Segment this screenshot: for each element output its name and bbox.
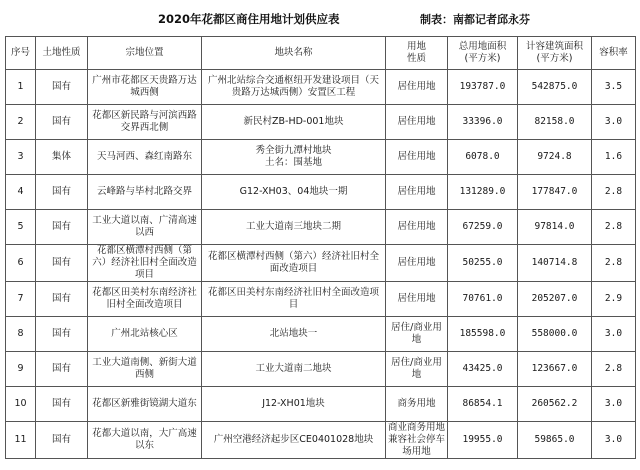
land-use-cell: 商业商务用地兼容社会停车场用地 — [386, 422, 448, 459]
site-location-cell: 花都区新民路与河滨西路交界西北侧 — [88, 105, 202, 140]
table-row — [6, 210, 636, 245]
column-header: 总用地面积 (平方米) — [448, 37, 518, 70]
land-nature-cell: 国有 — [36, 175, 88, 210]
row-number-cell: 9 — [6, 352, 36, 387]
total-area-cell: 185598.0 — [448, 317, 518, 352]
row-number-cell: 6 — [6, 245, 36, 282]
floor-area-cell: 140714.8 — [518, 245, 592, 282]
row-number-cell: 7 — [6, 282, 36, 317]
floor-area-cell: 9724.8 — [518, 140, 592, 175]
table-row — [6, 105, 636, 140]
table-header-row — [6, 37, 636, 70]
table-credit: 制表：南都记者邱永芬 — [420, 13, 530, 26]
site-location-cell: 花都区新雅街镜湖大道东 — [88, 387, 202, 422]
site-location-cell: 工业大道南侧、新街大道西侧 — [88, 352, 202, 387]
site-location-cell: 云峰路与毕村北路交界 — [88, 175, 202, 210]
column-header: 序号 — [6, 37, 36, 70]
table-row — [6, 140, 636, 175]
table-row — [6, 70, 636, 105]
floor-area-cell: 59865.0 — [518, 422, 592, 459]
plot-ratio-cell: 2.8 — [592, 210, 636, 245]
plot-ratio-cell: 2.8 — [592, 352, 636, 387]
land-use-cell: 居住用地 — [386, 245, 448, 282]
land-use-cell: 居住/商业用地 — [386, 317, 448, 352]
table-title: 2020年花都区商住用地计划供应表 — [158, 12, 340, 26]
plot-ratio-cell: 3.0 — [592, 422, 636, 459]
land-use-cell: 居住用地 — [386, 140, 448, 175]
land-nature-cell: 国有 — [36, 317, 88, 352]
plot-name-cell: J12-XH01地块 — [202, 387, 386, 422]
land-nature-cell: 国有 — [36, 387, 88, 422]
site-location-cell: 工业大道以南、广清高速以西 — [88, 210, 202, 245]
site-location-cell: 花都区田美村东南经济社旧村全面改造项目 — [88, 282, 202, 317]
plot-ratio-cell: 3.0 — [592, 105, 636, 140]
row-number-cell: 5 — [6, 210, 36, 245]
land-nature-cell: 国有 — [36, 352, 88, 387]
plot-ratio-cell: 3.0 — [592, 317, 636, 352]
land-use-cell: 居住用地 — [386, 105, 448, 140]
total-area-cell: 67259.0 — [448, 210, 518, 245]
total-area-cell: 6078.0 — [448, 140, 518, 175]
table-row — [6, 422, 636, 459]
plot-name-cell: 花都区田美村东南经济社旧村全面改造项目 — [202, 282, 386, 317]
land-use-cell: 居住用地 — [386, 70, 448, 105]
row-number-cell: 10 — [6, 387, 36, 422]
plot-name-cell: 北站地块一 — [202, 317, 386, 352]
plot-name-cell: G12-XH03、04地块一期 — [202, 175, 386, 210]
column-header: 计容建筑面积 (平方米) — [518, 37, 592, 70]
land-use-cell: 居住用地 — [386, 282, 448, 317]
total-area-cell: 193787.0 — [448, 70, 518, 105]
plot-name-cell: 广州空港经济起步区CE0401028地块 — [202, 422, 386, 459]
column-header: 地块名称 — [202, 37, 386, 70]
floor-area-cell: 260562.2 — [518, 387, 592, 422]
title-row — [0, 8, 640, 30]
column-header: 用地 性质 — [386, 37, 448, 70]
plot-name-cell: 新民村ZB-HD-001地块 — [202, 105, 386, 140]
plot-ratio-cell: 3.5 — [592, 70, 636, 105]
total-area-cell: 43425.0 — [448, 352, 518, 387]
plot-ratio-cell: 3.0 — [592, 387, 636, 422]
plot-ratio-cell: 2.8 — [592, 175, 636, 210]
row-number-cell: 1 — [6, 70, 36, 105]
table-row — [6, 245, 636, 282]
land-use-cell: 居住用地 — [386, 210, 448, 245]
total-area-cell: 50255.0 — [448, 245, 518, 282]
total-area-cell: 70761.0 — [448, 282, 518, 317]
column-header: 宗地位置 — [88, 37, 202, 70]
floor-area-cell: 205207.0 — [518, 282, 592, 317]
total-area-cell: 86854.1 — [448, 387, 518, 422]
plot-ratio-cell: 2.8 — [592, 245, 636, 282]
column-header: 土地性质 — [36, 37, 88, 70]
plot-name-cell: 广州北站综合交通枢纽开发建设项目（天贵路万达城西侧）安置区工程 — [202, 70, 386, 105]
plot-name-cell: 秀全街九潭村地块 土名：围基地 — [202, 140, 386, 175]
land-nature-cell: 国有 — [36, 422, 88, 459]
table-body — [6, 70, 636, 459]
land-nature-cell: 国有 — [36, 282, 88, 317]
row-number-cell: 4 — [6, 175, 36, 210]
total-area-cell: 19955.0 — [448, 422, 518, 459]
total-area-cell: 33396.0 — [448, 105, 518, 140]
row-number-cell: 8 — [6, 317, 36, 352]
site-location-cell: 广州市花都区天贵路万达城西侧 — [88, 70, 202, 105]
site-location-cell: 广州北站核心区 — [88, 317, 202, 352]
land-nature-cell: 国有 — [36, 105, 88, 140]
row-number-cell: 2 — [6, 105, 36, 140]
plot-ratio-cell: 2.9 — [592, 282, 636, 317]
floor-area-cell: 558000.0 — [518, 317, 592, 352]
land-nature-cell: 国有 — [36, 245, 88, 282]
floor-area-cell: 82158.0 — [518, 105, 592, 140]
site-location-cell: 天马河西、森红南路东 — [88, 140, 202, 175]
plot-name-cell: 工业大道南三地块二期 — [202, 210, 386, 245]
floor-area-cell: 542875.0 — [518, 70, 592, 105]
row-number-cell: 11 — [6, 422, 36, 459]
table-row — [6, 317, 636, 352]
total-area-cell: 131289.0 — [448, 175, 518, 210]
table-row — [6, 387, 636, 422]
table-row — [6, 352, 636, 387]
land-nature-cell: 国有 — [36, 70, 88, 105]
plot-name-cell: 花都区横潭村西侧（第六）经济社旧村全面改造项目 — [202, 245, 386, 282]
land-use-cell: 居住用地 — [386, 175, 448, 210]
land-use-cell: 居住/商业用地 — [386, 352, 448, 387]
plot-ratio-cell: 1.6 — [592, 140, 636, 175]
floor-area-cell: 123667.0 — [518, 352, 592, 387]
land-nature-cell: 国有 — [36, 210, 88, 245]
floor-area-cell: 177847.0 — [518, 175, 592, 210]
plot-name-cell: 工业大道南二地块 — [202, 352, 386, 387]
land-use-cell: 商务用地 — [386, 387, 448, 422]
site-location-cell: 花都大道以南，大广高速以东 — [88, 422, 202, 459]
floor-area-cell: 97814.0 — [518, 210, 592, 245]
land-nature-cell: 集体 — [36, 140, 88, 175]
site-location-cell: 花都区横潭村西侧（第六）经济社旧村全面改造项目 — [88, 245, 202, 282]
table-row — [6, 282, 636, 317]
column-header: 容积率 — [592, 37, 636, 70]
land-supply-table — [5, 36, 636, 459]
table-row — [6, 175, 636, 210]
row-number-cell: 3 — [6, 140, 36, 175]
